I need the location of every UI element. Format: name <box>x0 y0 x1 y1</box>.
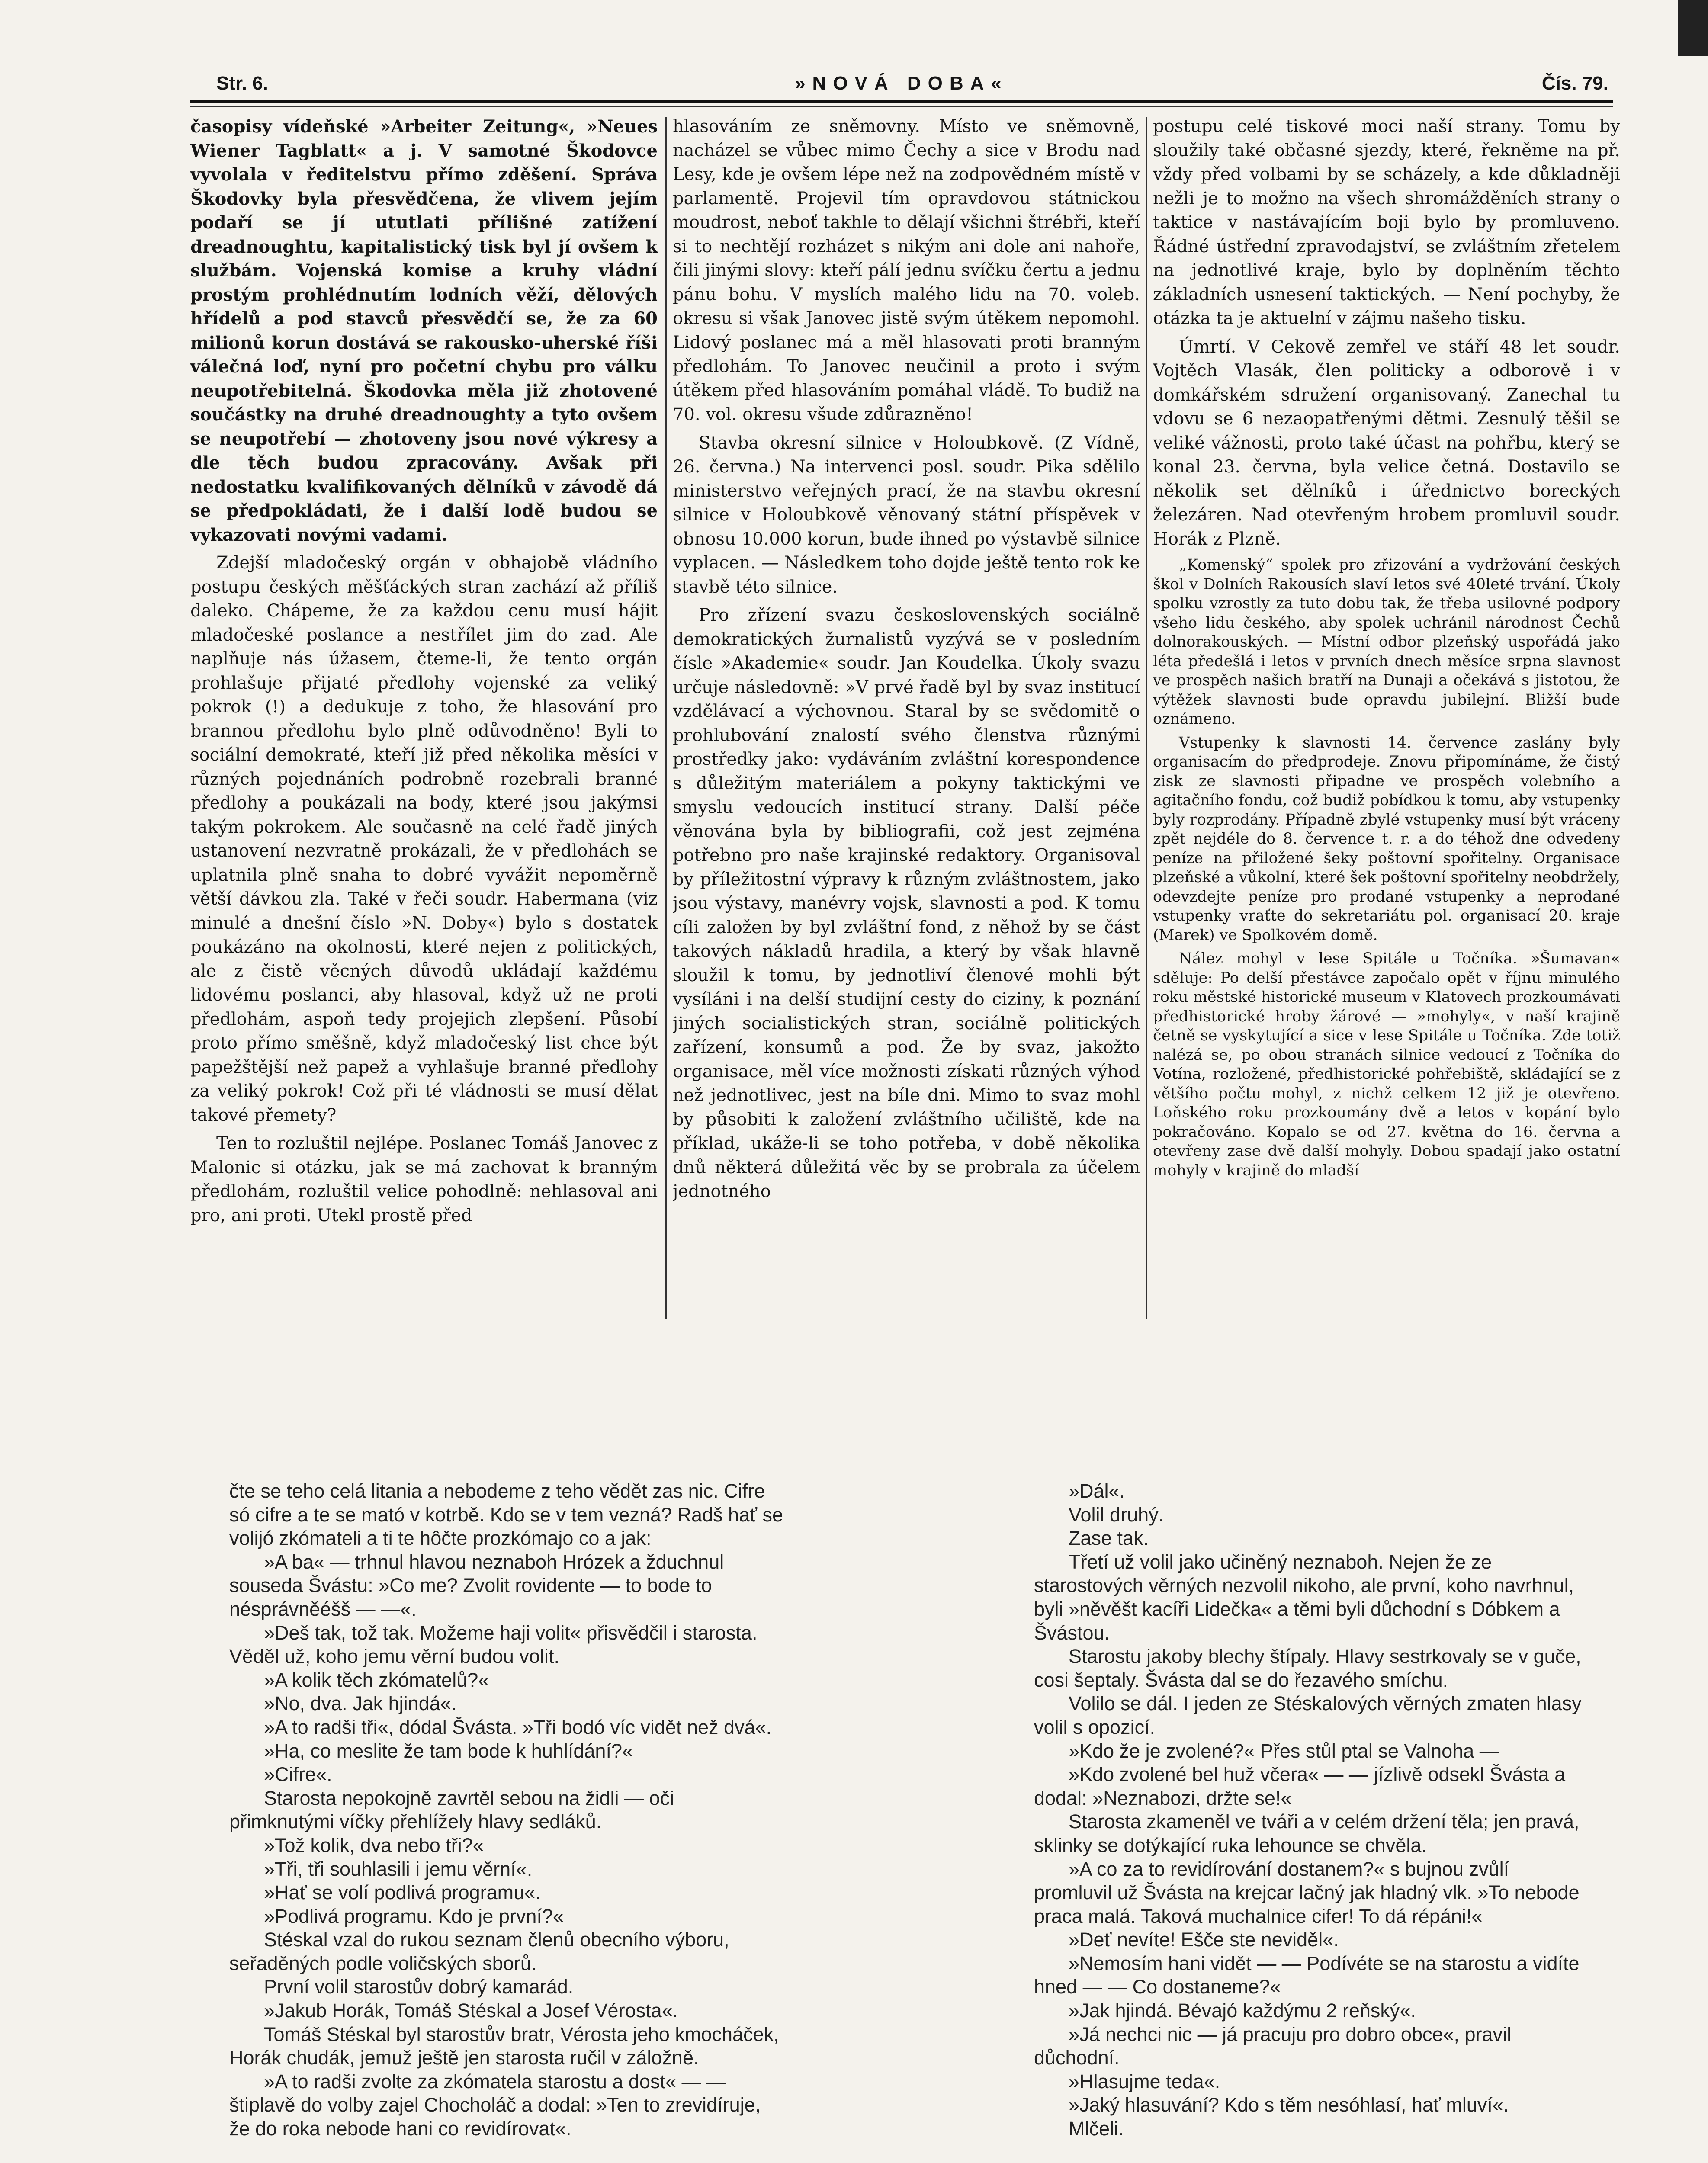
article-paragraph: Pro zřízení svazu československých sociálně demokratických žurnalistů vyzývá se v posledním čísle »Akademie« soudr. Jan Koudelka. Úkoly svazu určuje následovně: »V prvé řadě byl by svaz institucí vzdělávací a výchovnou. Staral by se svědomitě o prohlubování znalostí svého členstva různými prostředky jako: vydáváním zvláštní korespondence s důležitým materiálem a pokyny taktickými ve smyslu vedoucích institucí strany. Další péče věnována byla by bibliografii, což jest zejména potřebno pro naše krajinské redaktory. Organisoval by příležitostní výpravy k různým zvláštnostem, jako jsou výstavy, manévry vojsk, slavnosti a pod. K tomu cíli založen by byl zvláštní fond, z něhož by se část takových nákladů hradila, a který by však hlavně sloužil k tomu, by jednotliví členové mohli být vysíláni i na delší studijní cesty do ciziny, k poznání jiných socialistických stran, sociálně politických zařízení, konsumů a pod. Že by svaz, jakožto organisace, měl více možnosti získati různých výhod než jednotlivec, jest na bíle dni. Mimo to svaz mohl by působiti k založení zvláštního učiliště, kde na příklad, ukáže-li se toho potřeba, v době několika dnů některá důležitá věc by se probrala za účelem jednotného <box>673 605 1140 1201</box>
story-line: »Deš tak, tož tak. Možeme haji volit« přisvědčil i starosta. Věděl už, koho jemu věrní budou volit. <box>229 1621 758 1668</box>
story-line: »No, dva. Jak hjindá«. <box>264 1692 457 1715</box>
story-line: »A to radši tři«, dódal Švásta. »Tři bodó víc vidět než dvá«. <box>264 1716 772 1738</box>
story-line: »Cifre«. <box>264 1763 332 1786</box>
story-line: »A co za to revidírování dostanem?« s bujnou zvůlí promluvil už Švásta na krejcar lačný jak hladný vlk. »To nebode praca malá. Taková muchalnice cifer! To dá répáni!« <box>1034 1858 1580 1927</box>
article-paragraph: Úmrtí. V Cekově zemřel ve stáří 48 let soudr. Vojtěch Vlasák, člen politicky a odborově i v domkářském sdružení organisovaný. Zanechal tu vdovu se 6 nezaopatřenými dětmi. Zesnulý těšil se veliké vážnosti, proto také účast na pohřbu, který se konal 23. června, byla velice četná. Dostavilo se několik set dělníků i úřednictvo boreckých železáren. Nad otevřeným hrobem promluvil soudr. Horák z Plzně. <box>1153 337 1620 549</box>
story-line: »Jaký hlasuvání? Kdo s těm nesóhlasí, hať mluví«. <box>1069 2094 1509 2116</box>
story-line: »Jakub Horák, Tomáš Stéskal a Josef Vérosta«. <box>264 1999 678 2022</box>
article-paragraph: časopisy vídeňské »Arbeiter Zeitung«, »Neues Wiener Tagblatt« a j. V samotné Škodovce vyvolala v ředitelstvu přímo zděšení. Správa Škodovky byla přesvědčena, že vlivem jejím podaří se jí ututlati přílišné zatížení dreadnoughtu, kapitalistický tisk byl jí ovšem k službám. Vojenská komise a kruhy vládní prostým prohlédnutím lodních věží, dělových hřídelů a pod stavců přesvědčí se, že za 60 milionů korun dostává se rakousko-uherské říši válečná loď, nyní pro početní chybu pro válku neupotřebitelná. Škodovka měla již zhotovené součástky na druhé dreadnoughty a tyto ovšem se neupotřebí — zhotoveny jsou nové výkresy a dle těch budou zpracovány. Avšak při nedostatku kvalifikovaných dělníků v závodě dá se předpokládati, že i další lodě budou se vykazovati novými vadami. <box>190 116 658 545</box>
story-line: »Podlivá programu. Kdo je první?« <box>264 1905 564 1927</box>
lower-right-story <box>1034 1479 1588 2163</box>
story-line: Stéskal vzal do rukou seznam členů obecního výboru, seřaděných podle voličských sborů. <box>229 1929 729 1974</box>
story-line: Starosta zkameněl ve tváři a v celém držení těla; jen pravá, sklinky se dotýkající ruka lehounce se chvěla. <box>1034 1810 1580 1856</box>
story-line: »Tož kolik, dva nebo tři?« <box>264 1834 484 1856</box>
header-rule-thin <box>190 106 1613 107</box>
story-line: »Deť nevíte! Ešče ste neviděl«. <box>1069 1929 1339 1951</box>
running-header <box>190 65 1613 99</box>
story-line: »Dál«. <box>1069 1480 1125 1502</box>
column-1 <box>190 115 658 1326</box>
story-line: »Tři, tři souhlasili i jemu věrní«. <box>264 1858 533 1880</box>
story-line: Volil druhý. <box>1069 1503 1164 1526</box>
story-line: Zase tak. <box>1069 1527 1149 1550</box>
column-divider <box>665 117 667 1319</box>
story-line: »Ha, co meslite že tam bode k huhlídání?« <box>264 1739 633 1762</box>
story-line: čte se teho celá litania a nebodeme z teho vědět zas nic. Cifre só cifre a te se mató v kotrbě. Kdo se v tem vezná? Radš hať se volijó zkómateli a ti te hôčte prozkómajo co a jak: <box>229 1480 783 1550</box>
masthead-title: »NOVÁ DOBA« <box>795 73 1008 94</box>
story-line: »A kolik těch zkómatelů?« <box>264 1669 489 1691</box>
story-line: »Kdo že je zvolené?« Přes stůl ptal se Valnoha — <box>1069 1739 1499 1762</box>
issue-number: Čís. 79. <box>1541 73 1608 94</box>
article-paragraph: postupu celé tiskové moci naší strany. Tomu by sloužily také občasné sjezdy, které, řekněme na př. vždy před volbami by se scházely, a kde důkladněji nežli je to možno na všech shromážděních strany o taktice v nastávajícím boji bylo by promluveno. Řádné ústřední zpravodajství, se zvláštním zřetelem na jednotlivé kraje, bylo by doplněním těchto základních usnesení taktických. — Není pochyby, že otázka ta je aktuelní v zájmu našeho tisku. <box>1153 116 1620 328</box>
story-line: Mlčeli. <box>1069 2118 1124 2140</box>
story-line: Tomáš Stéskal byl starostův bratr, Vérosta jeho kmocháček, Horák chudák, jemuž ještě jen starosta ručil v záložně. <box>229 2023 779 2069</box>
story-line: »A ba« — trhnul hlavou neznaboh Hrózek a žduchnul souseda Švástu: »Co me? Zvolit rovidente — to bode to nésprávněéšš — —«. <box>229 1550 724 1620</box>
column-3 <box>1153 115 1620 1326</box>
story-line: »Hlasujme teda«. <box>1069 2070 1220 2092</box>
story-line: »Hať se volí podlivá programu«. <box>264 1881 541 1904</box>
story-line: Volilo se dál. I jeden ze Stéskalových věrných zmaten hlasy volil s opozicí. <box>1034 1692 1582 1738</box>
story-line: Třetí už volil jako učiněný neznaboh. Nejen že ze starostových věrných nezvolil nikoho, ale první, koho navrhnul, byli »něvěšt kacíři Lidečka« a těmi byli důchodní s Dóbkem a Švástou. <box>1034 1550 1574 1644</box>
notice-paragraph: Vstupenky k slavnosti 14. července zaslány byly organisacím do předprodeje. Znovu připomínáme, že čistý zisk ze slavnosti připadne ve prospěch volebního a agitačního fondu, což budiž pobídkou k tomu, aby vstupenky byly rozprodány. Případně zbylé vstupenky musí být vráceny zpět nejdéle do 8. července t. r. a do téhož dne odvedeny peníze na přiložené šeky poštovní spořitelny. Organisace plzeňské a vůkolní, které šek poštovní spořitelny neobdržely, odevzdejte peníze pro prodané vstupenky a neprodané vstupenky vraťte do sekretariátu pol. organisací 20. kraje (Marek) ve Spolkovém domě. <box>1153 734 1620 944</box>
header-rule <box>190 100 1613 103</box>
article-paragraph: hlasováním ze sněmovny. Místo ve sněmovně, nacházel se vůbec mimo Čechy a sice v Brodu nad Lesy, kde je ovšem lépe než na zodpovědném místě v parlamentě. Projevil tím opravdovou státnickou moudrost, neboť takhle to dělají všichni štrébři, kteří si to nechtějí rozházet s nikým ani dole ani nahoře, čili jinými slovy: kteří pálí jednu svíčku čertu a jednu pánu bohu. V myslích malého lidu na 70. voleb. okresu si však Janovec jistě svým útěkem nepomohl. Lidový poslanec má a měl hlasovati proti branným předlohám. To Janovec neučinil a proto i svým útěkem před hlasováním pomáhal vládě. To budiž na 70. vol. okresu všude zdůrazněno! <box>673 116 1140 424</box>
story-line: Starostu jakoby blechy štípaly. Hlavy sestrkovaly se v guče, cosi šeptaly. Švásta dal se do řezavého smíchu. <box>1034 1645 1581 1691</box>
story-line: »Nemosím hani vidět — — Podívéte se na starostu a vidíte hned — — Co dostaneme?« <box>1034 1952 1580 1998</box>
scan-edge <box>1678 0 1708 56</box>
story-line: Starosta nepokojně zavrtěl sebou na židli — oči přimknutými víčky přehlížely hlavy sedláků. <box>229 1787 674 1833</box>
article-paragraph: Stavba okresní silnice v Holoubkově. (Z Vídně, 26. června.) Na intervenci posl. soudr. Pika sdělilo ministerstvo veřejných prací, že na stavbu okresní silnice v Holoubkově věnovaný státní příspěvek v obnosu 10.000 korun, bude ihned po výstavbě silnice vyplacen. — Následkem toho dojde ještě tento rok ke stavbě této silnice. <box>673 433 1140 597</box>
article-paragraph: Ten to rozluštil nejlépe. Poslanec Tomáš Janovec z Malonic si otázku, jak se má zachovat k branným předlohám, rozluštil velice pohodlně: nehlasoval ani pro, ani proti. Utekl prostě před <box>190 1133 658 1226</box>
notice-paragraph: „Komenský“ spolek pro zřizování a vydržování českých škol v Dolních Rakousích slaví letos své 40leté trvání. Úkoly spolku vzrostly za tuto dobu tak, že třeba usilovné podpory všeho lidu českého, aby spolek uchránil národnost Čechů dolnorakouských. — Místní odbor plzeňský uspořádá jako léta předešlá i letos v prvních dnech měsíce srpna slavnost ve prospěch našich bratří na Dunaji a očekává s jistotou, že výtěžek slavnosti bude opravdu jubilejní. Bližší bude oznámeno. <box>1153 556 1620 728</box>
story-line: První volil starostův dobrý kamarád. <box>264 1976 574 1998</box>
lower-left-story <box>229 1479 783 2163</box>
story-line: »Kdo zvolené bel huž včera« — — jízlivě odsekl Švásta a dodal: »Neznabozi, držte se!« <box>1034 1763 1566 1809</box>
story-line: »Já nechci nic — já pracuju pro dobro obce«, pravil důchodní. <box>1034 2023 1512 2069</box>
notice-paragraph: Nález mohyl v lese Spitále u Točníka. »Šumavan« sděluje: Po delší přestávce započalo opět v říjnu minulého roku městské historické museum v Klatovech prozkoumávati předhistorické hroby žárové — »mohyly«, v naší krajině četně se vyskytující a sice v lese Spitále u Točníka. Zde totiž nalézá se, po obou stranách silnice vedoucí z Točníka do Votína, rozložené, předhistorické pohřebiště, skládající se z většího počtu mohyl, z nichž celkem 12 již je otevřeno. Loňského roku prozkoumány dvě a letos v kopání bylo pokračováno. Kopalo se od 27. května do 16. června a otevřeny zase dvě další mohyly. Dobou spadají jako ostatní mohyly v krajině do mladší <box>1153 950 1620 1179</box>
story-line: »Jak hjindá. Bévajó každýmu 2 reňský«. <box>1069 1999 1416 2022</box>
story-line: »A to radši zvolte za zkómatela starostu a dost« — — štiplavě do volby zajel Chocholáč a dodal: »Ten to zrevidíruje, že do roka nebode hani co revidírovat«. <box>229 2070 761 2140</box>
column-divider <box>1146 117 1147 1319</box>
page-label: Str. 6. <box>216 73 268 94</box>
column-2 <box>673 115 1140 1326</box>
article-paragraph: Zdejší mladočeský orgán v obhajobě vládního postupu českých měšťáckých stran zachází až příliš daleko. Chápeme, že za každou cenu musí hájit mladočeské poslance a nestřílet jim do zad. Ale naplňuje nás úžasem, čteme-li, že tento orgán prohlašuje přijaté předlohy vojenské za veliký pokrok (!) a dedukuje z toho, že hlasování pro brannou předlohu bylo plně odůvodněno! Byli to sociální demokraté, kteří již před několika měsíci v různých pojednáních podrobně rozebrali branné předlohy a poukázali na body, které jsou jakýmsi takým pokrokem. Ale současně na celé řadě jiných ustanovení nezvratně prokázali, že v předlohách se uplatnila plně snaha to dobré vyvážit nepoměrně větší dávkou zla. Také v řeči soudr. Habermana (viz minulé a dnešní číslo »N. Doby«) bylo s dostatek poukázáno na okolnosti, které nejen z politických, ale z čistě věcných důvodů ukládají každému lidovému poslanci, aby hlasoval, když už ne proti předlohám, aspoň tedy projejich zlepšení. Působí proto přímo směšně, když mladočeský list chce být papežštější než papež a vyhlašuje branné předlohy za veliký pokrok! Což při té vládnosti se musí dělat takové přemety? <box>190 553 658 1125</box>
